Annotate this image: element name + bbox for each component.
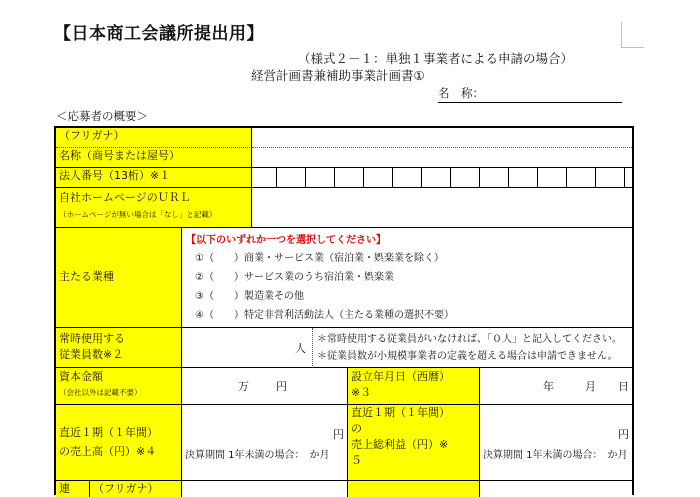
digit-box[interactable] (537, 168, 566, 187)
homepage-label-cell (56, 188, 252, 228)
employees-input[interactable] (182, 328, 313, 368)
sales-label-line1: 直近１期（１年間） (59, 426, 158, 439)
digit-box[interactable] (334, 168, 363, 187)
digit-box[interactable] (479, 168, 508, 187)
corp-number-input[interactable] (252, 168, 632, 188)
employees-unit: 人 (295, 342, 306, 355)
sales-unit-yen: 円 (333, 428, 344, 441)
industry-option-2[interactable]: ②（ ）サービス業のうち宿泊業・娯楽業 (195, 272, 394, 283)
next-row-label-a: 連 (56, 481, 90, 497)
industry-options-cell (182, 228, 632, 328)
profit-period-note: 決算期間 1年未満の場合： か月 (483, 450, 628, 461)
capital-note: （会社以外は記載不要） (59, 388, 142, 397)
applicant-form-table (54, 126, 634, 495)
industry-label: 主たる業種 (59, 270, 114, 283)
homepage-note: （ホームページが無い場合は「なし」と記載） (59, 210, 217, 219)
profit-label-line4: ５ (351, 454, 362, 467)
employees-note-1: ＊常時使用する従業員がいなければ、「０人」と記入してください。 (317, 334, 622, 345)
furigana-label: （フリガナ） (56, 128, 252, 148)
employees-notes-cell (313, 328, 632, 368)
overview-label: ＜応募者の概要＞ (56, 109, 148, 123)
employees-label-line2: 従業員数※２ (59, 348, 124, 361)
digit-box[interactable] (595, 168, 624, 187)
profit-label-line3: 売上総利益（円）※ (351, 438, 449, 451)
submission-heading: 【日本商工会議所提出用】 (54, 24, 264, 44)
industry-option-4[interactable]: ④（ ）特定非営利活動法人（主たる業種の選択不要） (195, 310, 454, 321)
capital-label: 資本金額 (59, 370, 103, 383)
industry-option-3[interactable]: ③（ ）製造業その他 (195, 291, 304, 302)
digit-box[interactable] (508, 168, 537, 187)
employees-label-line1: 常時使用する (59, 332, 125, 345)
date-year-unit: 年 (543, 380, 554, 393)
capital-input[interactable] (182, 368, 348, 405)
form-type-label: （様式２－１：単独１事業者による申請の場合） (298, 51, 574, 66)
established-date-input[interactable] (480, 368, 632, 405)
digit-box[interactable] (450, 168, 479, 187)
capital-unit-yen: 円 (276, 380, 287, 393)
name-field[interactable] (438, 85, 622, 103)
capital-label-cell (56, 368, 182, 405)
employees-label-cell (56, 328, 182, 368)
digit-box[interactable] (421, 168, 450, 187)
document-title: 経営計画書兼補助事業計画書① (251, 68, 425, 83)
next-row-label-b: （フリガナ） (90, 481, 182, 497)
name-label: 名 称： (438, 86, 484, 100)
profit-label-line1: 直近１期（１年間） (351, 406, 450, 419)
page-corner-mark (621, 22, 644, 48)
profit-label-line2: の (351, 422, 362, 435)
established-label-cell (348, 368, 480, 405)
capital-unit-man: 万 (238, 380, 249, 393)
established-label-line1: 設立年月日（西暦） (351, 370, 450, 383)
profit-input[interactable] (480, 405, 632, 481)
sales-label-line2: の売上高（円）※４ (59, 445, 157, 458)
profit-unit-yen: 円 (618, 428, 629, 441)
furigana-input[interactable] (252, 128, 632, 148)
industry-option-1[interactable]: ①（ ）商業・サービス業（宿泊業・娯楽業を除く） (195, 253, 444, 264)
date-day-unit: 日 (618, 380, 629, 393)
corp-number-label: 法人番号（13桁）※１ (56, 168, 252, 188)
profit-label-cell (348, 405, 480, 481)
company-name-input[interactable] (252, 148, 632, 168)
company-name-label: 名称（商号または屋号） (56, 148, 252, 168)
industry-label-cell (56, 228, 182, 328)
established-label-line2: ※３ (351, 386, 372, 399)
digit-box[interactable] (363, 168, 392, 187)
sales-period-note: 決算期間 1年未満の場合： か月 (185, 450, 330, 461)
digit-box[interactable] (624, 168, 632, 187)
digit-box[interactable] (392, 168, 421, 187)
industry-instruction: 【以下のいずれか一つを選択してください】 (186, 235, 386, 246)
employees-note-2: ＊従業員数が小規模事業者の定義を超える場合は申請できません。 (317, 351, 618, 362)
sales-input[interactable] (182, 405, 348, 481)
sales-label-cell (56, 405, 182, 481)
digit-box[interactable] (276, 168, 305, 187)
digit-box[interactable] (566, 168, 595, 187)
homepage-input[interactable] (252, 188, 632, 228)
homepage-label: 自社ホームページのＵＲＬ (59, 191, 191, 204)
date-month-unit: 月 (585, 380, 596, 393)
digit-box[interactable] (305, 168, 334, 187)
